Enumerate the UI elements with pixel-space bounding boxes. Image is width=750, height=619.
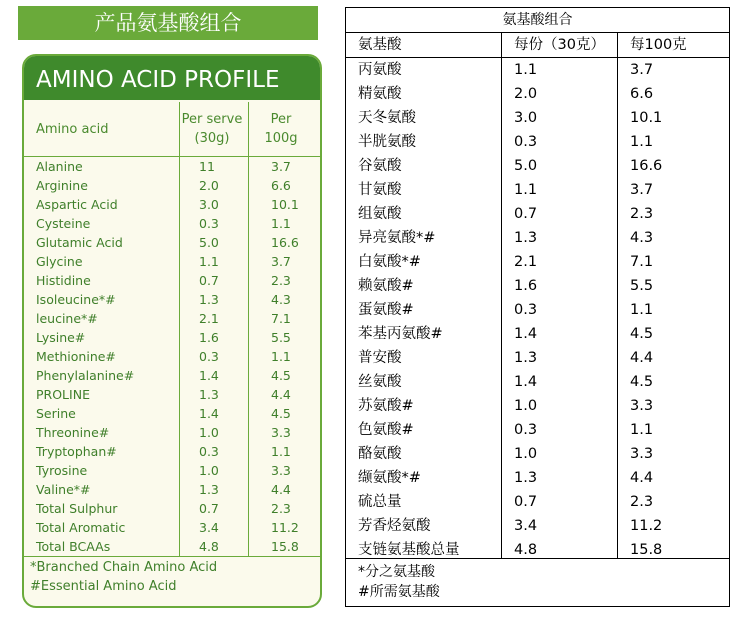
en-per-serve-value: 1.6 <box>199 330 219 345</box>
en-table-row <box>24 537 320 556</box>
en-amino-acid-name: Arginine <box>36 178 88 193</box>
en-amino-acid-name: Tryptophan# <box>36 444 117 459</box>
zh-amino-acid-name: 丝氨酸 <box>358 374 402 390</box>
en-table-row <box>24 290 320 309</box>
en-table-row <box>24 252 320 271</box>
zh-amino-acid-name: 蛋氨酸# <box>358 302 414 318</box>
amino-acid-profile-card <box>22 54 322 608</box>
zh-amino-acid-name: 缬氨酸*# <box>358 470 421 486</box>
en-amino-acid-name: Lysine# <box>36 330 86 345</box>
en-amino-acid-name: Isoleucine*# <box>36 292 116 307</box>
zh-table-row <box>346 370 729 394</box>
en-per-serve-value: 2.1 <box>199 311 219 326</box>
en-per-100g-value: 2.3 <box>271 501 291 516</box>
zh-amino-acid-name: 色氨酸# <box>358 422 414 438</box>
zh-footer-divider <box>346 558 729 559</box>
en-amino-acid-name: Serine <box>36 406 76 421</box>
en-per-serve-value: 1.4 <box>199 368 219 383</box>
zh-per-100g-value: 11.2 <box>630 518 663 534</box>
zh-amino-acid-table <box>345 7 730 607</box>
en-per-100g-value: 11.2 <box>271 520 299 535</box>
zh-amino-acid-name: 白氨酸*# <box>358 254 421 270</box>
en-footnote-essential: #Essential Amino Acid <box>30 579 177 594</box>
zh-table-row <box>346 394 729 418</box>
zh-footnote-bcaa: *分之氨基酸 <box>358 564 435 580</box>
zh-per-100g-value: 7.1 <box>630 254 654 270</box>
en-per-serve-value: 3.4 <box>199 520 219 535</box>
en-amino-acid-name: Histidine <box>36 273 91 288</box>
en-per-serve-value: 11 <box>199 159 215 174</box>
en-footnote-bcaa: *Branched Chain Amino Acid <box>30 560 218 575</box>
zh-per-serve-value: 1.0 <box>514 398 538 414</box>
en-per-serve-value: 0.3 <box>199 349 219 364</box>
en-amino-acid-name: Alanine <box>36 159 83 174</box>
zh-per-serve-value: 5.0 <box>514 158 538 174</box>
en-col-per100-header <box>250 110 312 148</box>
zh-per-serve-value: 0.3 <box>514 134 538 150</box>
zh-table-caption: 氨基酸组合 <box>346 8 729 33</box>
en-amino-acid-name: Glutamic Acid <box>36 235 123 250</box>
en-amino-acid-name: Phenylalanine# <box>36 368 135 383</box>
zh-per-100g-value: 4.5 <box>630 326 654 342</box>
zh-table-row <box>346 346 729 370</box>
en-col-serve-line1: Per serve <box>181 112 243 127</box>
en-table-row <box>24 385 320 404</box>
en-table-row <box>24 366 320 385</box>
en-per-100g-value: 10.1 <box>271 197 299 212</box>
en-per-serve-value: 0.7 <box>199 501 219 516</box>
en-amino-acid-name: Total Aromatic <box>36 520 126 535</box>
en-per-100g-value: 4.4 <box>271 387 291 402</box>
en-col-name-header: Amino acid <box>36 122 109 137</box>
zh-amino-acid-name: 天冬氨酸 <box>358 110 416 126</box>
zh-amino-acid-name: 异亮氨酸*# <box>358 230 436 246</box>
en-col-serve-header <box>179 110 245 148</box>
en-per-100g-value: 3.7 <box>271 159 291 174</box>
en-per-serve-value: 3.0 <box>199 197 219 212</box>
zh-per-100g-value: 3.7 <box>630 182 654 198</box>
en-amino-acid-name: Total Sulphur <box>36 501 118 516</box>
zh-amino-acid-name: 赖氨酸# <box>358 278 414 294</box>
en-footnotes <box>30 558 217 596</box>
zh-per-100g-value: 6.6 <box>630 86 654 102</box>
zh-per-serve-value: 1.3 <box>514 230 538 246</box>
zh-per-100g-value: 5.5 <box>630 278 654 294</box>
zh-table-row <box>346 130 729 154</box>
en-per-100g-value: 3.3 <box>271 425 291 440</box>
zh-amino-acid-name: 苯基丙氨酸# <box>358 326 443 342</box>
en-table-row <box>24 347 320 366</box>
zh-col-name-header: 氨基酸 <box>358 37 402 53</box>
card-title: AMINO ACID PROFILE <box>24 56 320 100</box>
zh-per-serve-value: 0.7 <box>514 494 538 510</box>
zh-per-serve-value: 3.0 <box>514 110 538 126</box>
zh-per-100g-value: 1.1 <box>630 422 654 438</box>
zh-per-100g-value: 4.5 <box>630 374 654 390</box>
zh-table-row <box>346 418 729 442</box>
en-col-serve-line2: (30g) <box>194 131 230 146</box>
en-per-100g-value: 15.8 <box>271 539 299 554</box>
en-per-serve-value: 2.0 <box>199 178 219 193</box>
en-per-serve-value: 1.4 <box>199 406 219 421</box>
en-amino-acid-name: Threonine# <box>36 425 110 440</box>
en-per-serve-value: 1.3 <box>199 482 219 497</box>
zh-amino-acid-name: 半胱氨酸 <box>358 134 416 150</box>
zh-table-row <box>346 154 729 178</box>
en-per-100g-value: 3.3 <box>271 463 291 478</box>
zh-per-100g-value: 1.1 <box>630 302 654 318</box>
en-per-100g-value: 4.3 <box>271 292 291 307</box>
en-table-row <box>24 480 320 499</box>
zh-table-row <box>346 514 729 538</box>
zh-amino-acid-name: 硫总量 <box>358 494 402 510</box>
zh-amino-acid-name: 普安酸 <box>358 350 402 366</box>
en-table-header <box>24 102 320 157</box>
zh-amino-acid-name: 支链氨基酸总量 <box>358 542 460 558</box>
zh-amino-acid-name: 酪氨酸 <box>358 446 402 462</box>
zh-footnote-essential: #所需氨基酸 <box>358 584 440 600</box>
zh-table-header <box>346 33 729 58</box>
zh-table-row <box>346 178 729 202</box>
en-amino-acid-name: Glycine <box>36 254 83 269</box>
en-table-row <box>24 176 320 195</box>
zh-per-serve-value: 1.4 <box>514 374 538 390</box>
en-amino-acid-name: Aspartic Acid <box>36 197 118 212</box>
zh-table-row <box>346 322 729 346</box>
en-per-100g-value: 7.1 <box>271 311 291 326</box>
en-per-100g-value: 4.4 <box>271 482 291 497</box>
zh-per-100g-value: 15.8 <box>630 542 663 558</box>
en-per-100g-value: 1.1 <box>271 216 291 231</box>
banner-title: 产品氨基酸组合 <box>18 6 318 40</box>
en-amino-acid-name: Valine*# <box>36 482 91 497</box>
en-per-100g-value: 2.3 <box>271 273 291 288</box>
en-table-row <box>24 404 320 423</box>
zh-per-100g-value: 4.4 <box>630 470 654 486</box>
en-table-row <box>24 233 320 252</box>
zh-per-serve-value: 2.0 <box>514 86 538 102</box>
zh-per-100g-value: 1.1 <box>630 134 654 150</box>
en-per-100g-value: 1.1 <box>271 444 291 459</box>
zh-table-row <box>346 490 729 514</box>
zh-per-100g-value: 3.3 <box>630 398 654 414</box>
zh-amino-acid-name: 苏氨酸# <box>358 398 414 414</box>
en-per-serve-value: 0.7 <box>199 273 219 288</box>
zh-per-100g-value: 10.1 <box>630 110 663 126</box>
zh-per-100g-value: 16.6 <box>630 158 663 174</box>
zh-table-row <box>346 250 729 274</box>
en-amino-acid-name: Total BCAAs <box>36 539 111 554</box>
zh-amino-acid-name: 精氨酸 <box>358 86 402 102</box>
zh-per-serve-value: 1.1 <box>514 182 538 198</box>
en-amino-acid-name: Cysteine <box>36 216 91 231</box>
en-per-100g-value: 5.5 <box>271 330 291 345</box>
en-table-row <box>24 423 320 442</box>
zh-table-row <box>346 226 729 250</box>
en-col-per-line1: Per <box>270 112 292 127</box>
en-per-serve-value: 1.0 <box>199 463 219 478</box>
zh-per-serve-value: 0.3 <box>514 302 538 318</box>
en-per-serve-value: 1.3 <box>199 292 219 307</box>
en-table-row <box>24 518 320 537</box>
en-per-serve-value: 0.3 <box>199 216 219 231</box>
en-per-100g-value: 16.6 <box>271 235 299 250</box>
zh-col-per100-header: 每100克 <box>630 37 687 53</box>
en-table-row <box>24 195 320 214</box>
zh-per-serve-value: 1.1 <box>514 62 538 78</box>
zh-table-row <box>346 466 729 490</box>
zh-per-100g-value: 2.3 <box>630 206 654 222</box>
zh-per-serve-value: 1.0 <box>514 446 538 462</box>
en-per-100g-value: 4.5 <box>271 406 291 421</box>
zh-table-row <box>346 298 729 322</box>
zh-footnotes <box>358 562 440 602</box>
en-table-row <box>24 461 320 480</box>
zh-per-serve-value: 1.6 <box>514 278 538 294</box>
zh-table-body <box>346 58 729 562</box>
zh-per-100g-value: 3.3 <box>630 446 654 462</box>
en-table-row <box>24 271 320 290</box>
en-amino-acid-name: leucine*# <box>36 311 98 326</box>
en-table-row <box>24 214 320 233</box>
en-table-row <box>24 328 320 347</box>
en-per-serve-value: 1.0 <box>199 425 219 440</box>
en-table-row <box>24 157 320 176</box>
en-table-row <box>24 309 320 328</box>
zh-table-row <box>346 202 729 226</box>
zh-per-serve-value: 1.3 <box>514 470 538 486</box>
zh-per-100g-value: 3.7 <box>630 62 654 78</box>
zh-per-serve-value: 0.7 <box>514 206 538 222</box>
en-per-serve-value: 1.3 <box>199 387 219 402</box>
zh-per-serve-value: 1.4 <box>514 326 538 342</box>
en-per-serve-value: 1.1 <box>199 254 219 269</box>
en-amino-acid-name: Tyrosine <box>36 463 88 478</box>
en-table-body <box>24 157 320 556</box>
zh-per-serve-value: 2.1 <box>514 254 538 270</box>
en-table-row <box>24 442 320 461</box>
zh-table-row <box>346 82 729 106</box>
en-footer-divider <box>24 556 320 557</box>
zh-per-serve-value: 3.4 <box>514 518 538 534</box>
zh-per-100g-value: 2.3 <box>630 494 654 510</box>
zh-per-serve-value: 1.3 <box>514 350 538 366</box>
en-per-100g-value: 1.1 <box>271 349 291 364</box>
zh-table-row <box>346 442 729 466</box>
en-table-row <box>24 499 320 518</box>
zh-col-serve-header: 每份（30克） <box>514 37 605 53</box>
zh-amino-acid-name: 丙氨酸 <box>358 62 402 78</box>
zh-amino-acid-name: 组氨酸 <box>358 206 402 222</box>
zh-per-100g-value: 4.4 <box>630 350 654 366</box>
zh-table-row <box>346 106 729 130</box>
en-per-100g-value: 3.7 <box>271 254 291 269</box>
en-amino-acid-name: PROLINE <box>36 387 90 402</box>
zh-table-row <box>346 274 729 298</box>
en-per-100g-value: 6.6 <box>271 178 291 193</box>
en-per-100g-value: 4.5 <box>271 368 291 383</box>
zh-per-serve-value: 0.3 <box>514 422 538 438</box>
en-amino-acid-name: Methionine# <box>36 349 116 364</box>
en-per-serve-value: 0.3 <box>199 444 219 459</box>
en-per-serve-value: 4.8 <box>199 539 219 554</box>
zh-amino-acid-name: 谷氨酸 <box>358 158 402 174</box>
zh-per-serve-value: 4.8 <box>514 542 538 558</box>
zh-amino-acid-name: 甘氨酸 <box>358 182 402 198</box>
en-per-serve-value: 5.0 <box>199 235 219 250</box>
zh-per-100g-value: 4.3 <box>630 230 654 246</box>
zh-amino-acid-name: 芳香烃氨酸 <box>358 518 431 534</box>
en-col-per-line2: 100g <box>264 131 298 146</box>
zh-table-row <box>346 58 729 82</box>
